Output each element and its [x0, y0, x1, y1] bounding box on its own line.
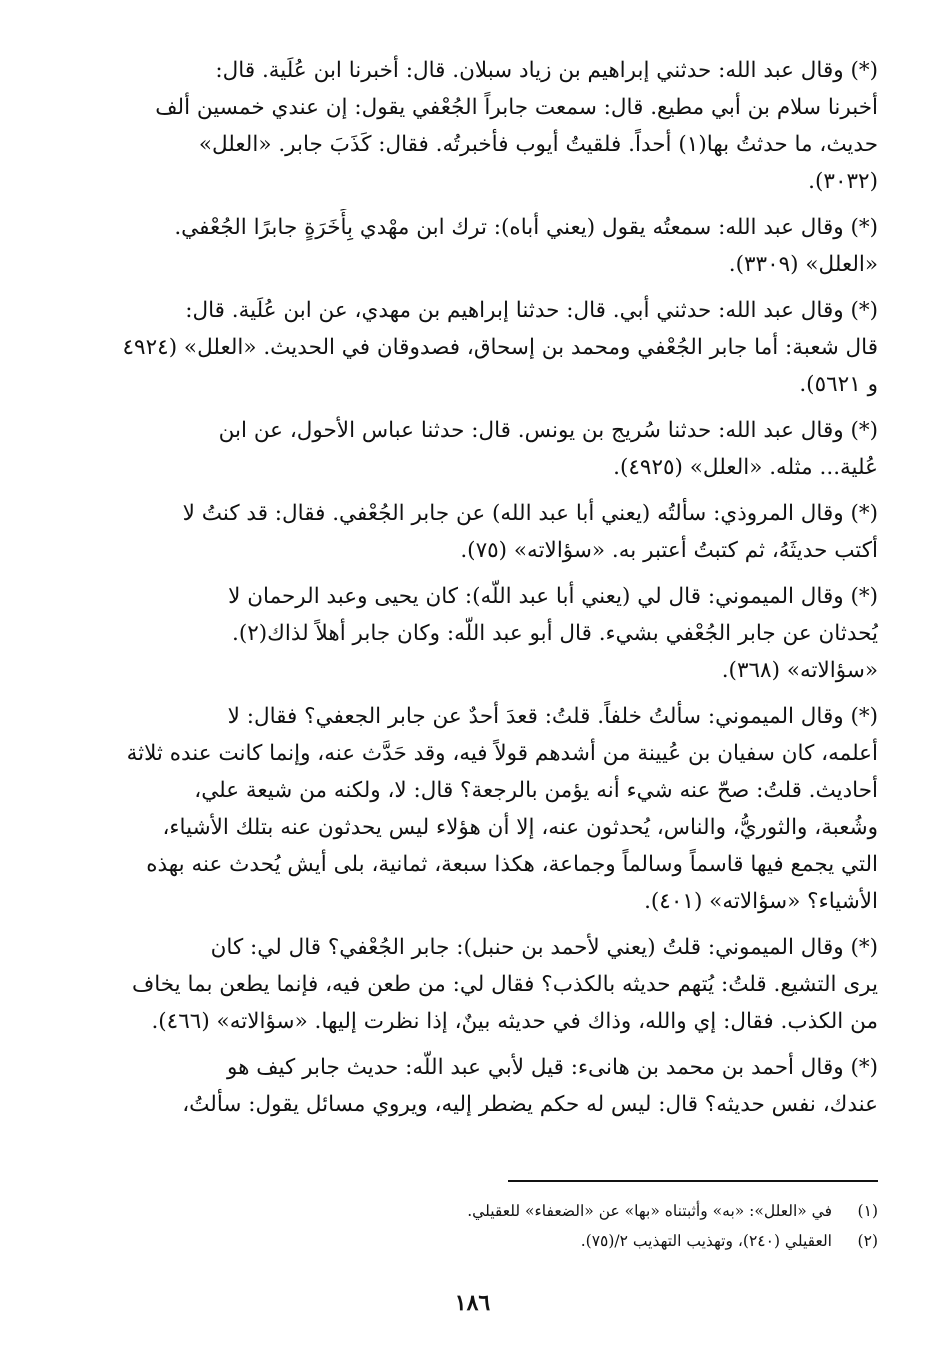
text-line: (*) وقال عبد الله: حدثنا سُريج بن يونس. قال: حدثنا عباس الأحول، عن ابن — [218, 418, 878, 443]
footnote-divider — [508, 1180, 878, 1182]
text-line: «العلل» (٣٣٠٩). — [728, 252, 878, 277]
text-line: (*) وقال أحمد بن محمد بن هانىء: قيل لأبي عبد اللّه: حديث جابر كيف هو — [227, 1055, 878, 1080]
text-line: عندك، نفس حديثه؟ قال: ليس له حكم يضطر إليه، ويروي مسائل يقول: سألتُ، — [182, 1092, 878, 1117]
text-line: (*) وقال الميموني: قلتُ (يعني لأحمد بن حنبل): جابر الجُعْفي؟ قال لي: كان — [210, 935, 878, 960]
paragraph — [70, 698, 878, 920]
footnote-number: (١) — [857, 1202, 878, 1220]
footnote-item — [70, 1196, 878, 1226]
text-line: (*) وقال الميموني: قال لي (يعني أبا عبد اللّه): كان يحيى وعبد الرحمان لا — [228, 584, 878, 609]
text-line: وشُعبة، والثوريُّ، والناس، يُحدثون عنه، إلا أن هؤلاء ليس يحدثون عنه بتلك الأشياء، — [162, 815, 878, 840]
text-line: (*) وقال عبد الله: سمعتُه يقول (يعني أباه): ترك ابن مهْدي بِأَخَرَةٍ جابرًا الجُعْفي. — [174, 215, 878, 240]
text-line: التي يجمع فيها قاسماً وسالماً وجماعة، هكذا سبعة، ثمانية، بلى أيش يُحدث عنه بهذه — [146, 852, 878, 877]
text-line: من الكذب. فقال: إي والله، وذاك في حديثه بينٌ، إذا نظرت إليها. «سؤالاته» (٤٦٦). — [151, 1009, 878, 1034]
text-line: أكتب حديثَهُ، ثم كتبتُ أعتبر به. «سؤالاته» (٧٥). — [460, 538, 878, 563]
paragraph — [70, 52, 878, 200]
text-line: (*) وقال الميموني: سألتُ خلفاً. قلتُ: قعدَ أحدٌ عن جابر الجعفي؟ فقال: لا — [227, 704, 878, 729]
footnote-text: في «العلل»: «به» وأثبتناه «بها» عن «الضعفاء» للعقيلي. — [467, 1202, 832, 1220]
footnote-text: العقيلي (٢٤٠)، وتهذيب التهذيب ٢/(٧٥). — [580, 1232, 832, 1250]
text-line: (٣٠٣٢). — [808, 169, 878, 194]
footnote-item — [70, 1226, 878, 1256]
footnote-number: (٢) — [857, 1232, 878, 1250]
text-line: (*) وقال عبد الله: حدثني إبراهيم بن زياد سبلان. قال: أخبرنا ابن عُلَية. قال: — [215, 58, 878, 83]
paragraph — [70, 1049, 878, 1123]
text-line: (*) وقال عبد الله: حدثني أبي. قال: حدثنا إبراهيم بن مهدي، عن ابن عُلَية. قال: — [185, 298, 878, 323]
paragraph — [70, 209, 878, 283]
text-line: عُلية... مثله. «العلل» (٤٩٢٥). — [613, 455, 878, 480]
text-line: أعلمه، كان سفيان بن عُيينة من أشدهم قولاً فيه، وقد حَدَّث عنه، وإنما كانت عنده ثلاثة — [126, 741, 878, 766]
paragraph — [70, 929, 878, 1040]
paragraph — [70, 412, 878, 486]
paragraph — [70, 578, 878, 689]
paragraph — [70, 495, 878, 569]
footnotes — [70, 1180, 878, 1256]
text-line: قال شعبة: أما جابر الجُعْفي ومحمد بن إسحاق، فصدوقان في الحديث. «العلل» (٤٩٢٤ — [122, 335, 878, 360]
paragraph — [70, 292, 878, 403]
text-line: أخبرنا سلام بن أبي مطيع. قال: سمعت جابراً الجُعْفي يقول: إن عندي خمسين ألف — [155, 95, 878, 120]
text-line: يرى التشيع. قلتُ: يُتهم حديثه بالكذب؟ فقال لي: من طعن فيه، فإنما يطعن بما يخاف — [131, 972, 878, 997]
text-line: حديث، ما حدثتُ بها(١) أحداً. فلقيتُ أيوب فأخبرتُه. فقال: كَذَبَ جابر. «العلل» — [198, 132, 878, 157]
text-line: (*) وقال المروذي: سألتُه (يعني أبا عبد الله) عن جابر الجُعْفي. فقال: قد كنتُ لا — [182, 501, 878, 526]
main-text — [70, 52, 878, 1132]
text-line: يُحدثان عن جابر الجُعْفي بشيء. قال أبو عبد اللّه: وكان جابر أهلاً لذاك(٢). — [232, 621, 878, 646]
text-line: «سؤالاته» (٣٦٨). — [721, 658, 878, 683]
text-line: و ٥٦٢١). — [799, 372, 878, 397]
text-line: أحاديث. قلتُ: صحّ عنه شيء أنه يؤمن بالرجعة؟ قال: لا، ولكنه من شيعة علي، — [194, 778, 878, 803]
page-number: ١٨٦ — [454, 1290, 491, 1316]
text-line: الأشياء؟ «سؤالاته» (٤٠١). — [644, 889, 878, 914]
